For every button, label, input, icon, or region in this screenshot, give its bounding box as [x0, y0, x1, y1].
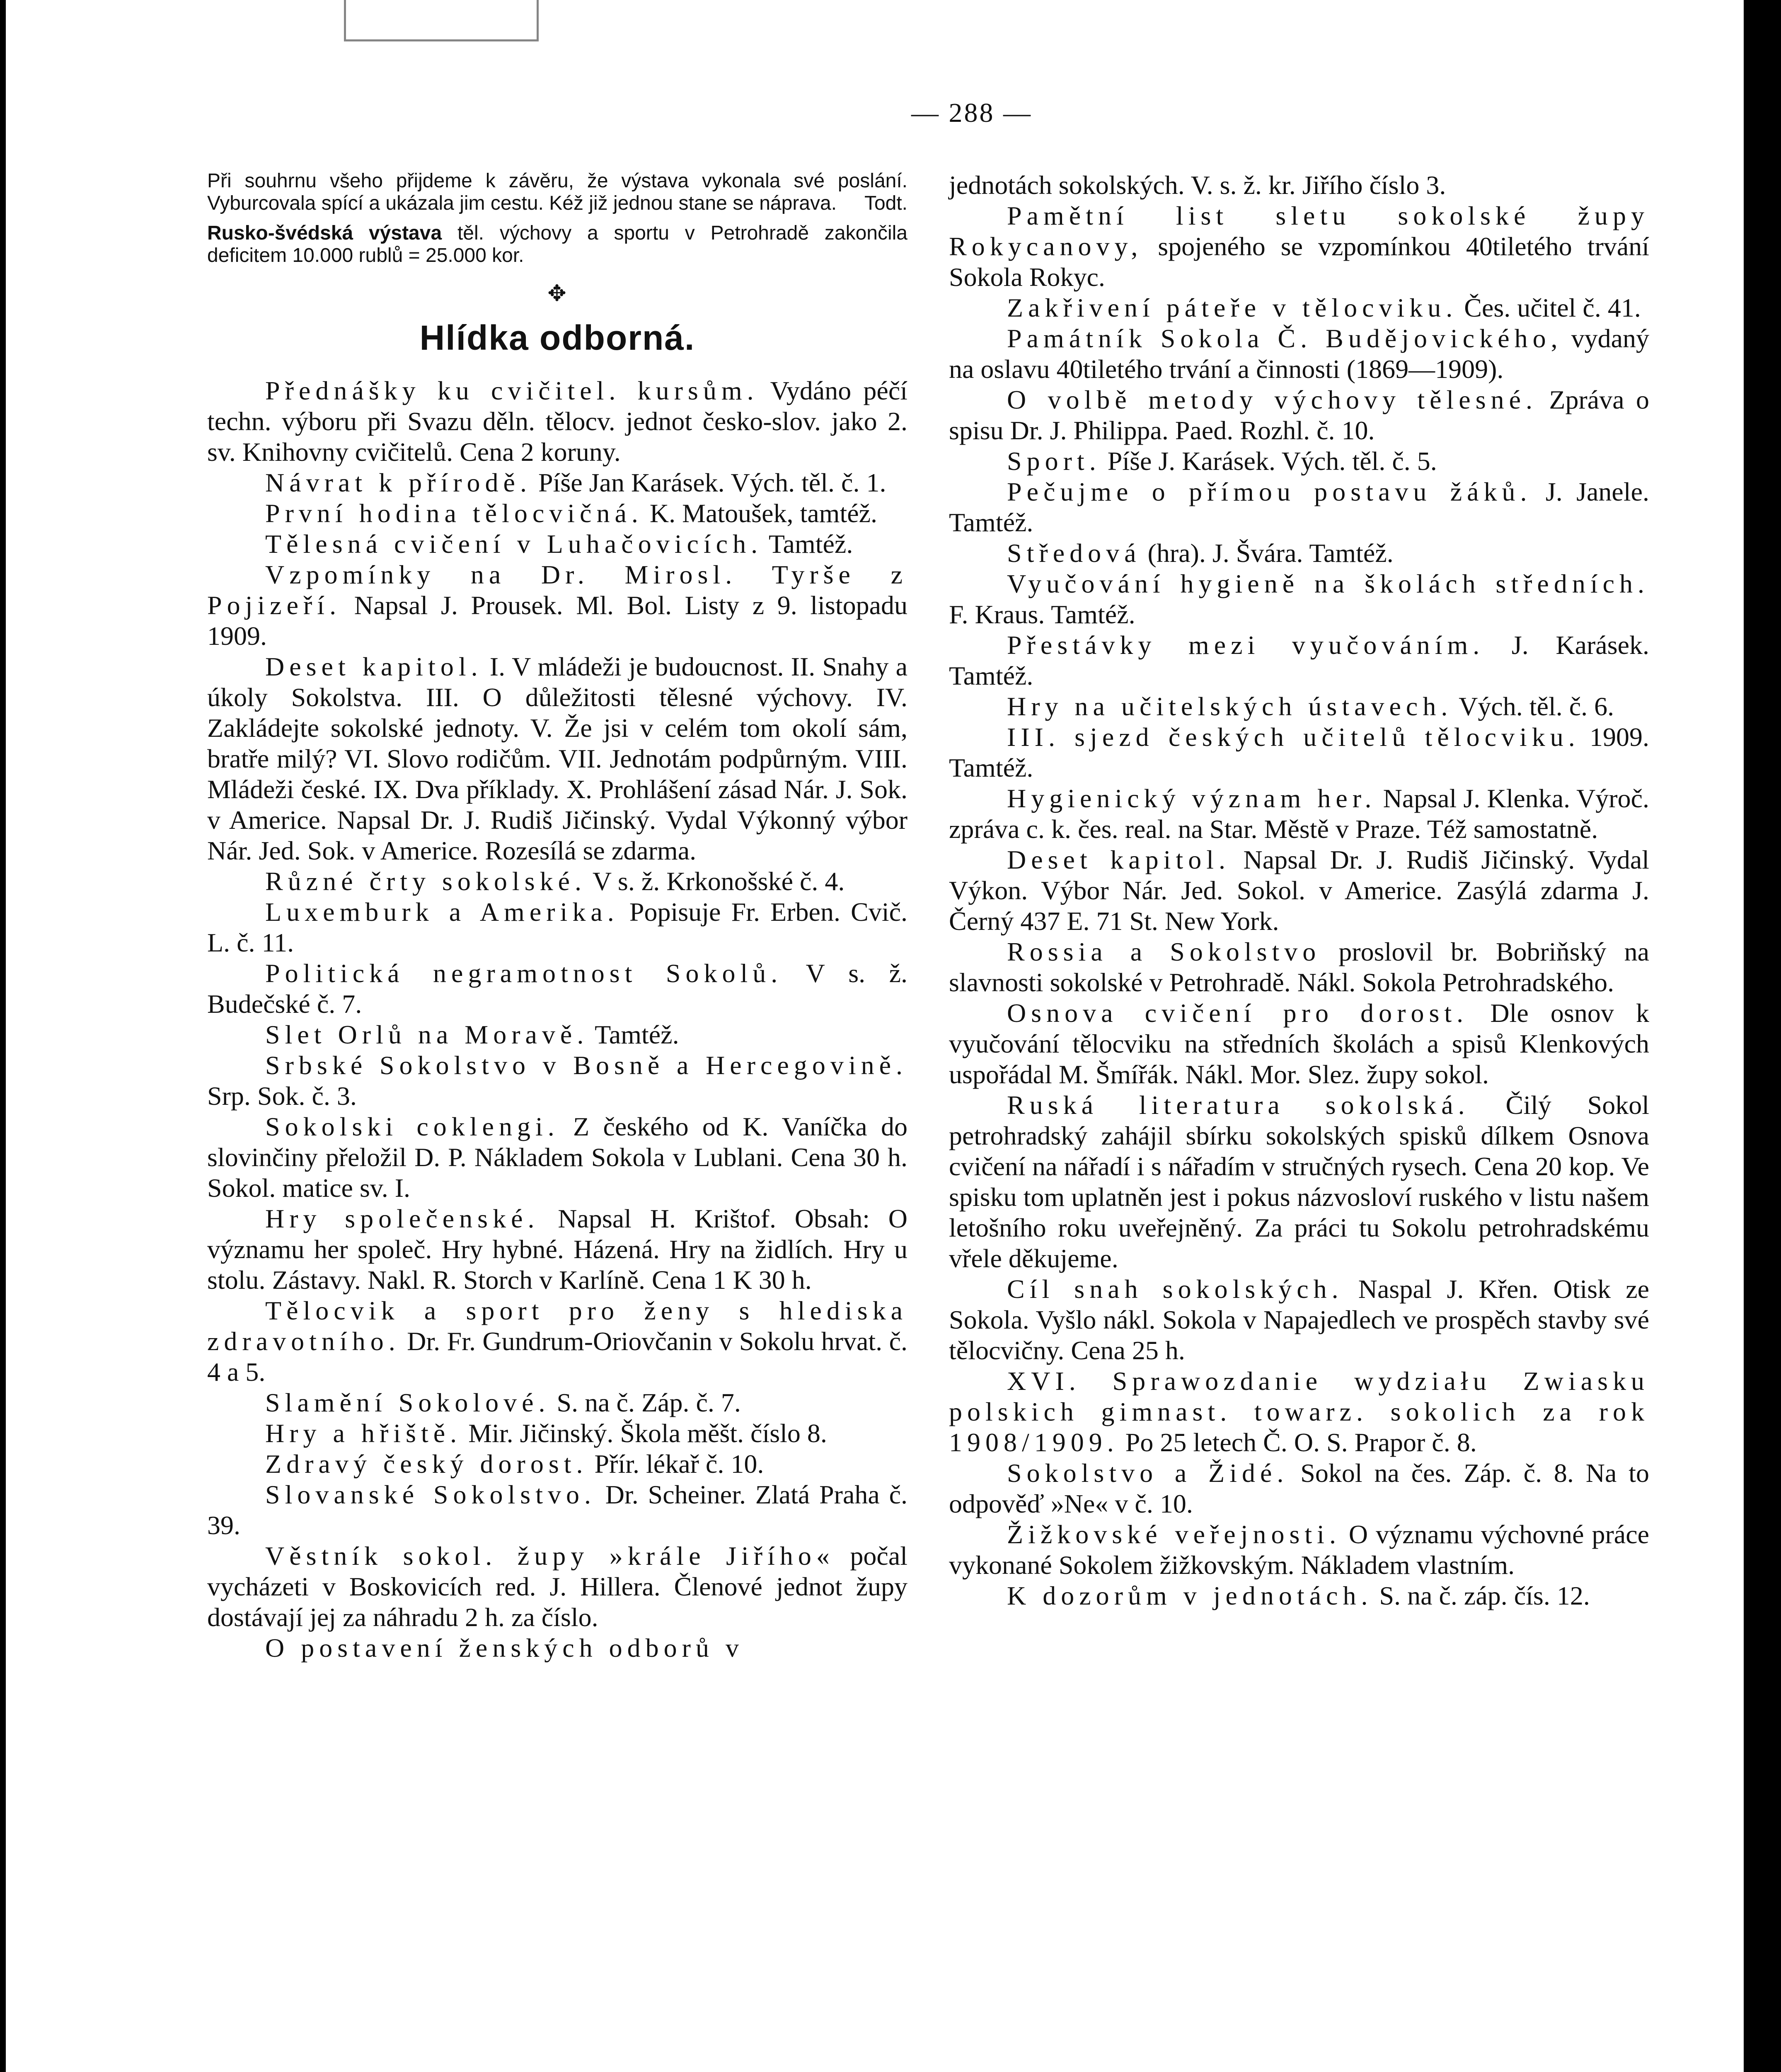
entry-details: Čes. učitel č. 41. — [1457, 293, 1641, 322]
bibliography-entry — [207, 1633, 907, 1663]
entry-title: Vyučování hygieně na školách středních. — [1007, 569, 1649, 598]
entry-title: Tělocvik a sport pro ženy s hlediska zdravotního. — [207, 1296, 907, 1356]
entry-details: 1909. Tamtéž. — [949, 722, 1650, 782]
bibliography-entry — [949, 1581, 1649, 1611]
bibliography-entry — [207, 529, 907, 559]
bibliography-entry — [207, 498, 907, 529]
entry-title: Zakřivení páteře v tělocviku. — [1007, 293, 1458, 322]
entry-details: Napsal J. Prousek. Ml. Bol. Listy z 9. listopadu 1909. — [207, 591, 907, 651]
bibliography-entry — [949, 446, 1649, 477]
entry-title: III. sjezd českých učitelů tělocviku. — [1007, 722, 1580, 752]
bibliography-entry — [949, 1458, 1649, 1519]
page-number: — 288 — — [911, 98, 1032, 128]
entry-details: Dr. Scheiner. Zlatá Praha č. 39. — [207, 1480, 907, 1540]
entry-title: Přednášky ku cvičitel. kursům. — [265, 376, 759, 405]
entry-details: J. Karásek. Tamtéž. — [949, 630, 1649, 690]
entry-title: Věstník sokol. župy »krále Jiřího« — [265, 1541, 835, 1571]
entry-details: Napsal H. Krištof. Obsah: O významu her společ. Hry hybné. Házená. Hry na židlích. Hry u stolu. Zástavy. Nakl. R. Storch v Karlíně. Cena 1 K 30 h. — [207, 1204, 908, 1295]
entry-title: Ruská literatura sokolská. — [1007, 1090, 1470, 1120]
entry-title: Památník Sokola Č. Budějovického, — [1007, 324, 1563, 353]
entry-title: O volbě metody výchovy tělesné. — [1007, 385, 1538, 414]
entry-details: Sokol na čes. Záp. č. 8. Na to odpověď »Ne« v č. 10. — [949, 1458, 1649, 1518]
entry-details: Píše J. Karásek. Vých. těl. č. 5. — [1101, 446, 1437, 476]
entry-title: Sport. — [1007, 446, 1101, 476]
left-entry-list — [207, 375, 907, 1663]
bibliography-entry — [949, 569, 1649, 630]
bibliography-entry — [207, 897, 907, 958]
entry-details: Dle osnov k vyučování tělocviku na středních školách a spisů Klenkových uspořádal M. Šmířák. Nákl. Mor. Slez. župy sokol. — [949, 998, 1649, 1089]
bibliography-entry — [949, 323, 1649, 385]
intro-note-signature: Todt. — [864, 192, 907, 214]
bibliography-entry — [207, 1449, 907, 1479]
entry-title: Rossia a Sokolstvo — [1007, 937, 1321, 966]
entry-title: Žižkovské veřejnosti. — [1007, 1520, 1341, 1549]
bibliography-entry — [207, 651, 907, 866]
entry-details: Napsal Dr. J. Rudiš Jičinský. Vydal Výkon. Výbor Nár. Jed. Sokol. v Americe. Zasýlá zdarma J. Černý 437 E. 71 St. New York. — [949, 845, 1650, 936]
right-entry-list — [949, 201, 1649, 1611]
bibliography-entry — [207, 1050, 907, 1111]
entry-details: Přír. lékař č. 10. — [588, 1449, 764, 1479]
entry-title: Slet Orlů na Moravě. — [265, 1020, 589, 1049]
bibliography-entry — [207, 467, 907, 498]
entry-details: Srp. Sok. č. 3. — [207, 1081, 357, 1111]
entry-title: Luxemburk a Amerika. — [265, 897, 619, 927]
entry-title: Hry na učitelských ústavech. — [1007, 692, 1453, 721]
ornament-divider: ✥ — [547, 281, 567, 306]
entry-details: Tamtéž. — [762, 529, 853, 559]
entry-title: K dozorům v jednotách. — [1007, 1581, 1373, 1610]
entry-details: K. Matoušek, tamtéž. — [643, 499, 878, 528]
bibliography-entry — [949, 1274, 1649, 1366]
entry-title: Pamětní list sletu sokolské župy Rokycanovy, — [949, 201, 1649, 261]
entry-details: Z českého od K. Vaníčka do slovinčiny přeložil D. P. Nákladem Sokola v Lublani. Cena 30 h. Sokol. matice sv. I. — [207, 1112, 908, 1203]
entry-title: Různé črty sokolské. — [265, 867, 586, 896]
entry-details: V s. ž. Budečské č. 7. — [207, 959, 907, 1019]
entry-details: O významu výchovné práce vykonané Sokolem žižkovským. Nákladem vlastním. — [949, 1520, 1650, 1580]
entry-details: Píše Jan Karásek. Vých. těl. č. 1. — [531, 468, 886, 497]
intro-note-text: Při souhrnu všeho přijdeme k závěru, že výstava vykonala své poslání. Vyburcovala spící a ukázala jim cestu. Kéž již jednou stane se náprava. — [207, 170, 907, 214]
entry-title: Cíl snah sokolských. — [1007, 1274, 1343, 1304]
page — [207, 0, 1691, 2072]
bibliography-entry — [207, 1203, 907, 1295]
entry-details: Popisuje Fr. Erben. Cvič. L. č. 11. — [207, 897, 908, 957]
entry-title: Hry společenské. — [265, 1204, 540, 1233]
entry-details: Po 25 letech Č. O. S. Prapor č. 8. — [1118, 1428, 1477, 1457]
bibliography-entry — [949, 1090, 1649, 1274]
entry-title: Hygienický význam her. — [1007, 784, 1377, 813]
bibliography-entry — [949, 937, 1649, 998]
entry-details: Zpráva o spisu Dr. J. Philippa. Paed. Rozhl. č. 10. — [949, 385, 1650, 445]
entry-title: Hry a hřiště. — [265, 1418, 462, 1448]
bibliography-entry — [949, 845, 1649, 937]
entry-title: Tělesná cvičení v Luhačovicích. — [265, 529, 763, 559]
entry-title: Návrat k přírodě. — [265, 468, 532, 497]
intro-notes — [207, 170, 907, 267]
bibliography-entry — [949, 630, 1649, 691]
entry-title: První hodina tělocvičná. — [265, 499, 643, 528]
entry-title: Vzpomínky na Dr. Mirosl. Tyrše z Pojizeří. — [207, 560, 907, 620]
entry-details: Vých. těl. č. 6. — [1452, 692, 1614, 721]
bibliography-entry — [207, 958, 907, 1019]
scan-edge-right — [1744, 0, 1781, 2072]
bibliography-entry — [949, 691, 1649, 722]
entry-title: Srbské Sokolstvo v Bosně a Hercegovině. — [265, 1051, 907, 1080]
entry-title: Osnova cvičení pro dorost. — [1007, 998, 1469, 1028]
entry-details: (hra). J. Švára. Tamtéž. — [1141, 538, 1394, 568]
bibliography-entry — [207, 1111, 907, 1203]
entry-details: Mir. Jičinský. Škola měšt. číslo 8. — [462, 1418, 827, 1448]
entry-title: Přestávky mezi vyučováním. — [1007, 630, 1485, 660]
entry-title: Pečujme o přímou postavu žáků. — [1007, 477, 1532, 506]
entry-details: V s. ž. Krkonošské č. 4. — [586, 867, 845, 896]
left-column — [207, 170, 907, 1663]
section-title: Hlídka odborná. — [419, 318, 695, 357]
bibliography-entry — [949, 538, 1649, 569]
bibliography-entry — [949, 722, 1649, 783]
entry-details: I. V mládeži je budoucnost. II. Snahy a úkoly Sokolstva. III. O důležitosti tělesné výchovy. IV. Zakládejte sokolské jednoty. V. Že jsi v celém tom okolí sám, bratře milý? VI. Slovo rodičům. VII. Jednotám podpůrným. VIII. Mládeži české. IX. Dva příklady. X. Prohlášení zásad Nár. J. Sok. v Americe. Napsal Dr. J. Rudiš Jičinský. Vydal Výkonný výbor Nár. Jed. Sok. v Americe. Rozesílá se zdarma. — [207, 652, 908, 865]
entry-details: Dr. Fr. Gundrum-Oriovčanin v Sokolu hrvat. č. 4 a 5. — [207, 1326, 907, 1387]
bibliography-entry — [949, 201, 1649, 293]
bibliography-entry — [949, 293, 1649, 323]
entry-details: vydaný na oslavu 40tiletého trvání a činnosti (1869—1909). — [949, 324, 1650, 384]
bibliography-entry — [949, 1519, 1649, 1581]
bibliography-entry — [207, 1387, 907, 1418]
entry-details: spojeného se vzpomínkou 40tiletého trvání Sokola Rokyc. — [949, 232, 1649, 292]
entry-title: XVI. Sprawozdanie wydziału Zwiasku polskich gimnast. towarz. sokolich za rok 1908/1909. — [949, 1366, 1649, 1457]
bibliography-entry — [207, 1541, 907, 1633]
entry-title: Deset kapitol. — [265, 652, 483, 681]
bibliography-entry — [207, 1418, 907, 1449]
entry-details: Vydáno péčí techn. výboru při Svazu děln. tělocv. jednot česko-slov. jako 2. sv. Knihovny cvičitelů. Cena 2 koruny. — [207, 376, 908, 467]
bibliography-entry — [949, 477, 1649, 538]
bibliography-entry — [207, 1479, 907, 1541]
bibliography-entry — [207, 866, 907, 897]
entry-title: Sokolstvo a Židé. — [1007, 1458, 1289, 1488]
bibliography-entry — [949, 998, 1649, 1090]
intro-note-text: těl. výchovy a sportu v Petrohradě zakončila deficitem 10.000 rublů = 25.000 kor. — [207, 222, 907, 266]
intro-note — [207, 170, 907, 215]
entry-details: Tamtéž. — [588, 1020, 679, 1049]
entry-title: Politická negramotnost Sokolů. — [265, 959, 783, 988]
entry-title: Zdravý český dorost. — [265, 1449, 588, 1479]
entry-title: Slamění Sokolové. — [265, 1388, 550, 1417]
bibliography-entry — [207, 375, 907, 467]
bibliography-entry — [207, 1295, 907, 1387]
entry-title: Středová — [1007, 538, 1141, 568]
intro-note — [207, 222, 907, 267]
entry-details: počal vycházeti v Boskovicích red. J. Hillera. Členové jednot župy dostávají jej za náhradu 2 h. za číslo. — [207, 1541, 908, 1632]
continued-entry: jednotách sokolských. V. s. ž. kr. Jiřího číslo 3. — [949, 170, 1446, 200]
entry-details: Napsal J. Klenka. Výroč. zpráva c. k. čes. real. na Star. Městě v Praze. Též samostatně. — [949, 784, 1650, 844]
entry-title: Sokolski coklengi. — [265, 1112, 559, 1141]
scan-edge-left — [0, 0, 6, 2072]
bibliography-entry — [207, 559, 907, 651]
entry-details: Naspal J. Křen. Otisk ze Sokola. Vyšlo nákl. Sokola v Napajedlech ve prospěch stavby své tělocvičny. Cena 25 h. — [949, 1274, 1650, 1365]
bibliography-entry — [207, 1019, 907, 1050]
bibliography-entry — [949, 385, 1649, 446]
bibliography-entry — [949, 1366, 1649, 1458]
entry-title: O postavení ženských odborů v — [265, 1633, 744, 1663]
intro-note-lead: Rusko-švédská výstava — [207, 222, 442, 244]
entry-details: J. Janele. Tamtéž. — [949, 477, 1650, 537]
entry-title: Deset kapitol. — [1007, 845, 1230, 874]
entry-title: Slovanské Sokolstvo. — [265, 1480, 596, 1509]
right-column — [949, 170, 1649, 1611]
entry-details: proslovil br. Bobriňský na slavnosti sokolské v Petrohradě. Nákl. Sokola Petrohradského. — [949, 937, 1650, 997]
entry-details: F. Kraus. Tamtéž. — [949, 600, 1135, 629]
entry-details: Čilý Sokol petrohradský zahájil sbírku sokolských spisků dílkem Osnova cvičení na nářadí i s nářadím v stručných rysech. Cena 20 kop. Ve spisku tom uplatněn jest i pokus názvosloví ruského v listu našem letošního roku uveřejněný. Za práci tu Sokolu petrohradskému vřele děkujeme. — [949, 1090, 1649, 1273]
bibliography-entry — [949, 783, 1649, 845]
entry-details: S. na č. Záp. č. 7. — [550, 1388, 741, 1417]
entry-details: S. na č. záp. čís. 12. — [1372, 1581, 1590, 1610]
